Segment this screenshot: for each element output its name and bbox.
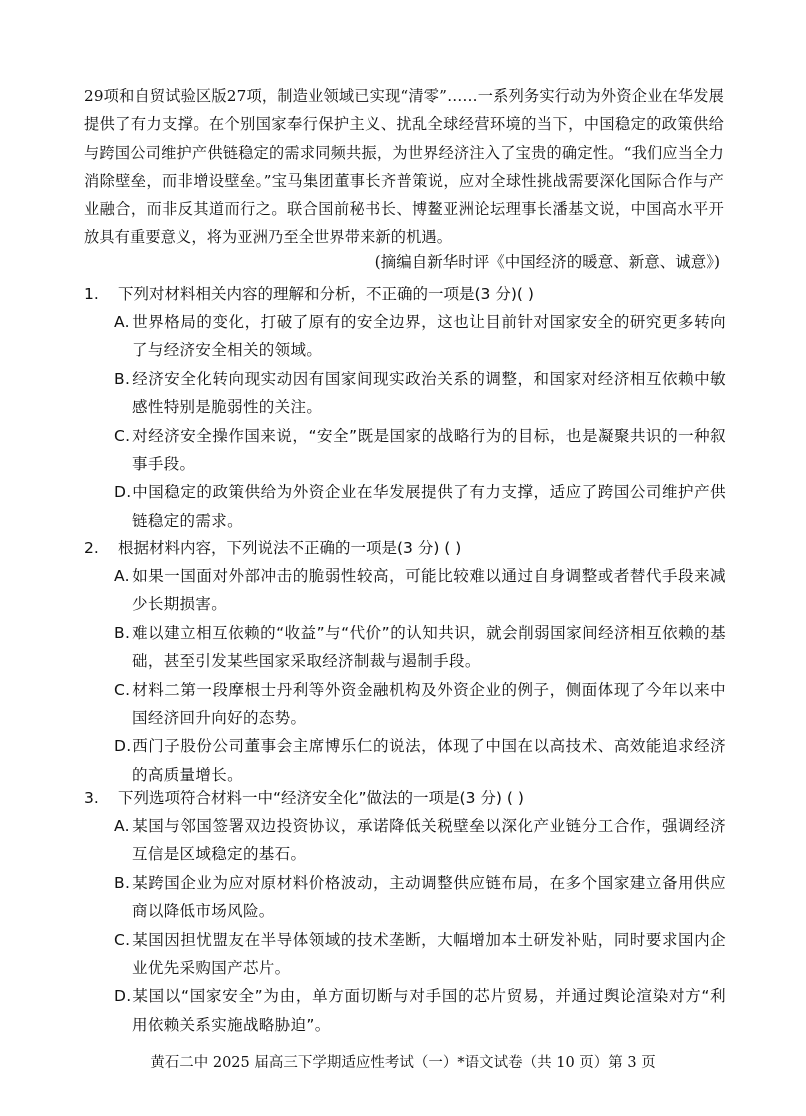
option-text: 某国以“国家安全”为由，单方面切断与对手国的芯片贸易，并通过舆论渲染对方“利用依赖关系实施战略胁迫”。 bbox=[132, 987, 726, 1034]
option-text: 西门子股份公司董事会主席博乐仁的说法，体现了中国在以高技术、高效能追求经济的高质量增长。 bbox=[132, 737, 726, 784]
option-text: 中国稳定的政策供给为外资企业在华发展提供了有力支撑，适应了跨国公司维护产供链稳定的需求。 bbox=[132, 483, 726, 530]
option-letter: A. bbox=[114, 313, 130, 331]
option-c bbox=[114, 676, 726, 733]
option-b bbox=[114, 619, 726, 676]
question-text: 根据材料内容，下列说法不正确的一项是(3 分) ( ) bbox=[118, 539, 462, 557]
question-number: 3. bbox=[84, 789, 99, 807]
question-3 bbox=[84, 784, 726, 1039]
option-letter: C. bbox=[114, 930, 131, 949]
option-d bbox=[114, 478, 726, 535]
question-stem bbox=[84, 784, 726, 812]
option-letter: C. bbox=[114, 680, 131, 699]
page-footer: 黄石二中 2025 届高三下学期适应性考试（一）*语文试卷（共 10 页）第 3 页 bbox=[150, 1055, 656, 1071]
option-text: 难以建立相互依赖的“收益”与“代价”的认知共识，就会削弱国家间经济相互依赖的基础，甚至引发某些国家采取经济制裁与遏制手段。 bbox=[132, 623, 726, 671]
question-1 bbox=[84, 280, 726, 535]
question-2 bbox=[84, 534, 726, 789]
option-b bbox=[114, 869, 726, 926]
question-stem bbox=[84, 280, 726, 308]
option-text: 材料二第一段摩根士丹利等外资金融机构及外资企业的例子，侧面体现了今年以来中国经济回升向好的态势。 bbox=[132, 680, 726, 728]
option-text: 某国与邻国签署双边投资协议，承诺降低关税壁垒以深化产业链分工合作，强调经济互信是区域稳定的基石。 bbox=[132, 817, 726, 864]
option-text: 如果一国面对外部冲击的脆弱性较高，可能比较难以通过自身调整或者替代手段来减少长期损害。 bbox=[132, 567, 726, 614]
option-d bbox=[114, 982, 726, 1039]
question-number: 2. bbox=[84, 539, 99, 557]
question-stem bbox=[84, 534, 726, 562]
option-text: 经济安全化转向现实动因有国家间现实政治关系的调整，和国家对经济相互依赖中敏感性特别是脆弱性的关注。 bbox=[132, 369, 726, 417]
option-letter: A. bbox=[114, 567, 130, 585]
option-text: 某国因担忧盟友在半导体领域的技术垄断，大幅增加本土研发补贴，同时要求国内企业优先采购国产芯片。 bbox=[132, 930, 726, 978]
option-letter: D. bbox=[114, 987, 132, 1006]
option-d bbox=[114, 732, 726, 789]
option-letter: D. bbox=[114, 483, 132, 502]
option-letter: D. bbox=[114, 737, 132, 756]
option-c bbox=[114, 422, 726, 479]
option-c bbox=[114, 926, 726, 983]
option-letter: B. bbox=[114, 369, 131, 388]
option-letter: B. bbox=[114, 623, 131, 642]
option-letter: A. bbox=[114, 817, 130, 835]
option-b bbox=[114, 365, 726, 422]
option-letter: C. bbox=[114, 426, 131, 445]
question-number: 1. bbox=[84, 285, 99, 303]
passage-source: (摘编自新华时评《中国经济的暖意、新意、诚意》) bbox=[374, 253, 720, 271]
option-letter: B. bbox=[114, 873, 131, 892]
option-a bbox=[114, 562, 726, 619]
passage-text: 29项和自贸试验区版27项，制造业领域已实现“清零”……一系列务实行动为外资企业在华发展提供了有力支撑。在个别国家奉行保护主义、扰乱全球经营环境的当下，中国稳定的政策供给与跨国公司维护产供链稳定的需求同频共振，为世界经济注入了宝贵的确定性。“我们应当全力消除壁垒，而非增设壁垒。”宝马集团董事长齐普策说，应对全球性挑战需要深化国际合作与产业融合，而非反其道而行之。联合国前秘书长、博鳌亚洲论坛理事长潘基文说，中国高水平开放具有重要意义，将为亚洲乃至全世界带来新的机遇。 bbox=[84, 87, 724, 247]
option-text: 世界格局的变化，打破了原有的安全边界，这也让目前针对国家安全的研究更多转向了与经济安全相关的领域。 bbox=[132, 313, 726, 360]
option-text: 某跨国企业为应对原材料价格波动，主动调整供应链布局，在多个国家建立备用供应商以降低市场风险。 bbox=[132, 873, 726, 921]
question-text: 下列选项符合材料一中“经济安全化”做法的一项是(3 分) ( ) bbox=[118, 789, 524, 807]
question-text: 下列对材料相关内容的理解和分析，不正确的一项是(3 分)( ) bbox=[118, 285, 534, 303]
option-a bbox=[114, 812, 726, 869]
option-a bbox=[114, 308, 726, 365]
option-text: 对经济安全操作国来说，“安全”既是国家的战略行为的目标，也是凝聚共识的一种叙事手段。 bbox=[132, 426, 726, 474]
